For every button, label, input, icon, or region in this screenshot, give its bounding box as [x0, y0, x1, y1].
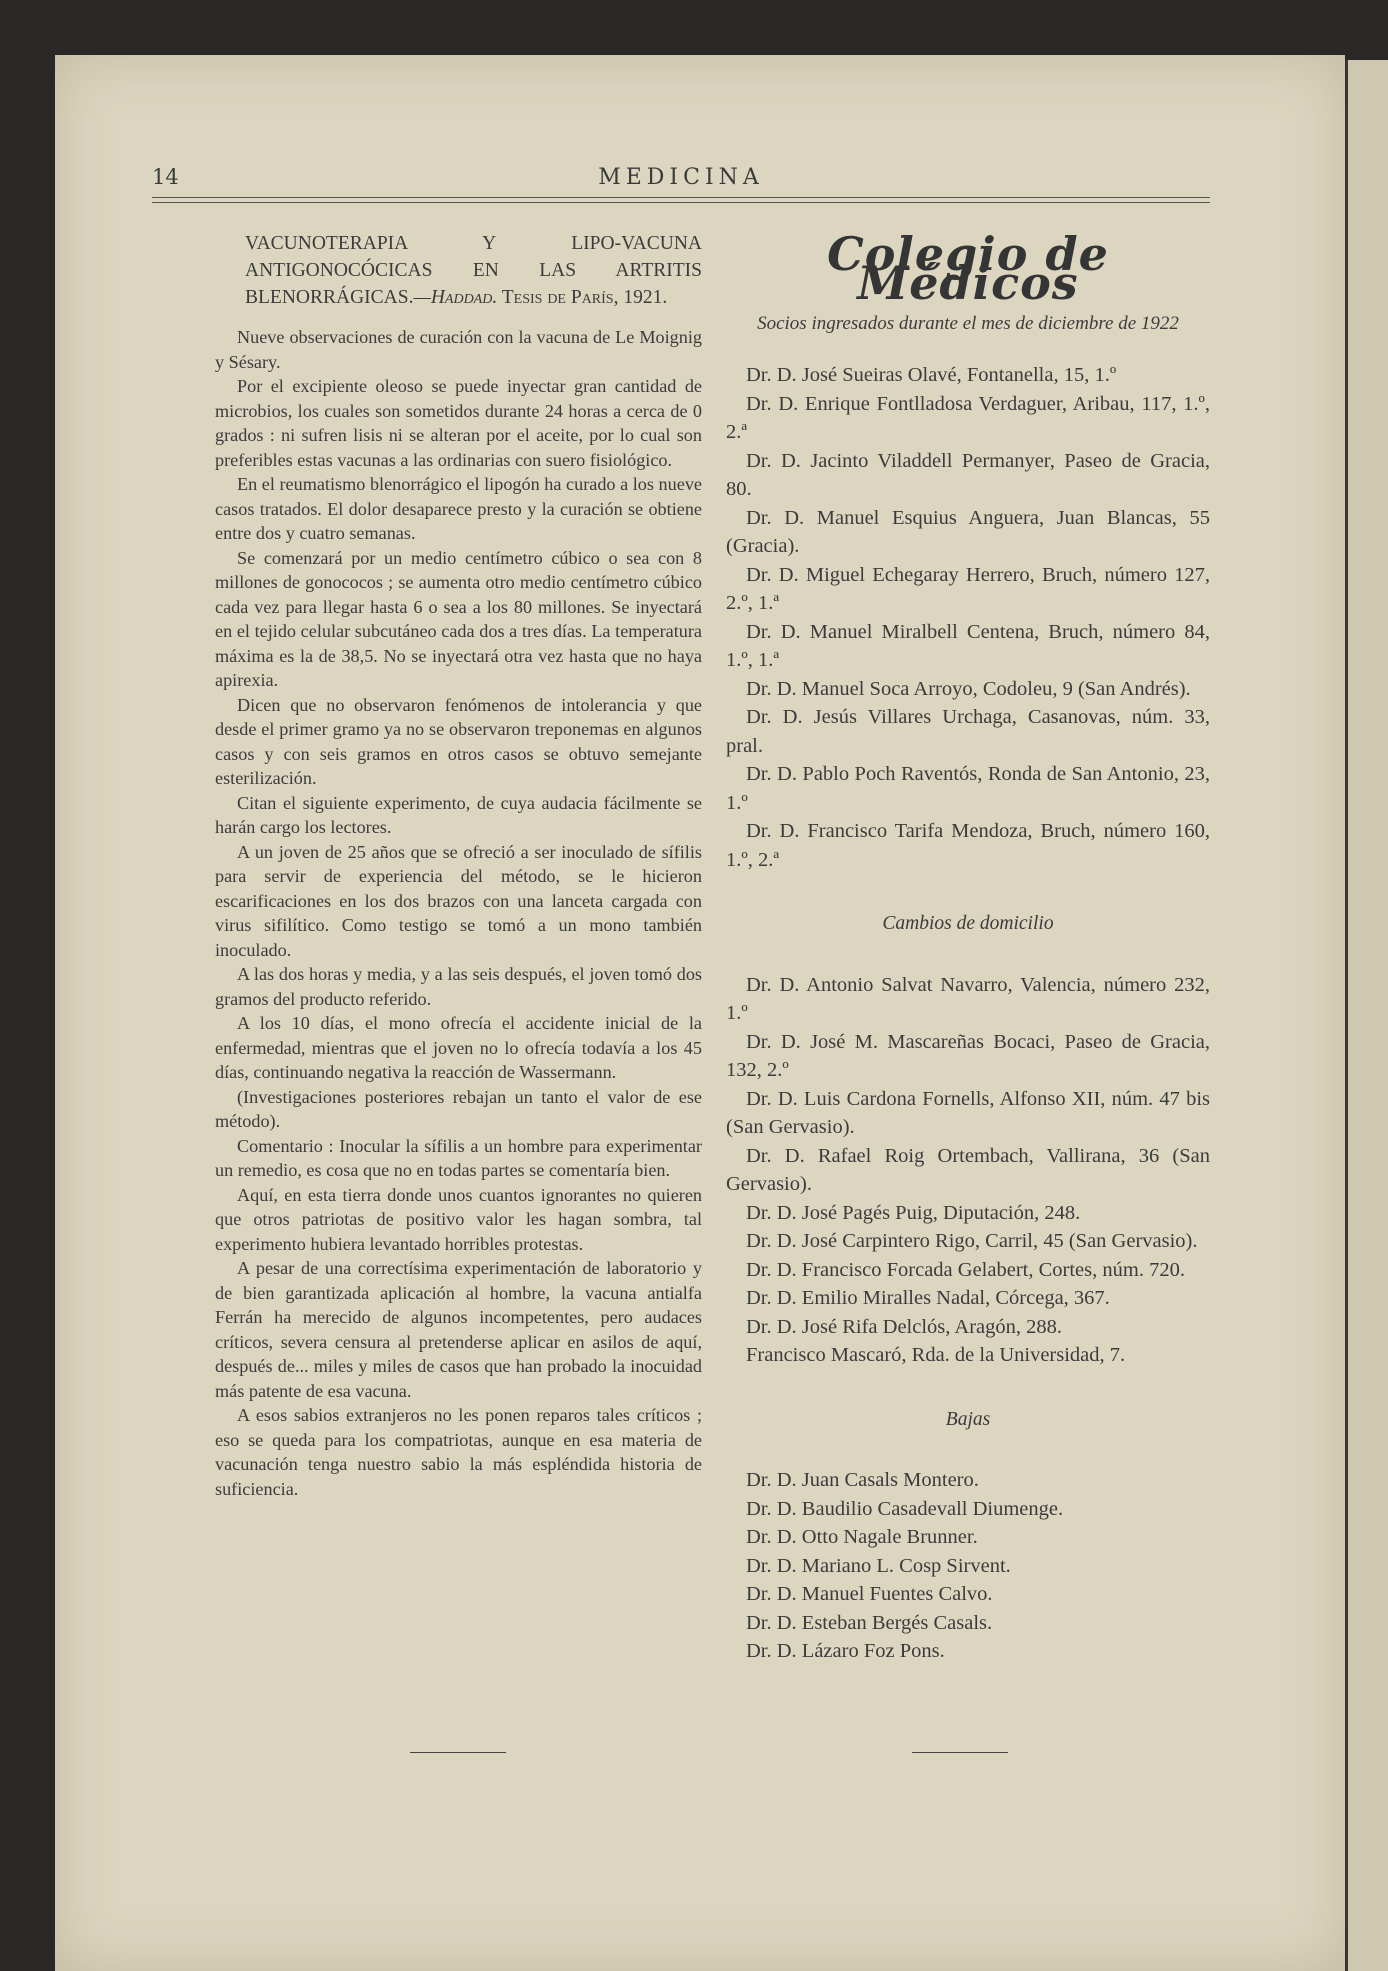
reference-source: Tesis de París, 1921. — [497, 287, 668, 308]
paragraph: (Investigaciones posteriores rebajan un tanto el valor de ese método). — [215, 1086, 702, 1131]
reference-author: —Haddad. — [413, 287, 498, 308]
paragraph: A las dos horas y media, y a las seis después, el joven tomó dos gramos del producto referido. — [215, 964, 702, 1009]
paragraph: Aquí, en esta tierra donde unos cuantos ignorantes no quieren que otros patriotas de positivo valor les hagan sombra, tal experimento hubiera levantado horribles protestas. — [215, 1184, 702, 1254]
paragraph: Dicen que no observaron fenómenos de intolerancia y que desde el primer gramo ya no se observaron treponemas en algunos casos y con seis gramos en otros casos se obtuvo semejante esterilización. — [215, 694, 702, 788]
address-change-entry: Dr. D. José Pagés Puig, Diputación, 248. — [746, 1201, 1081, 1224]
page-number: 14 — [152, 165, 179, 189]
address-change-entry: Dr. D. José Carpintero Rigo, Carril, 45 (San Gervasio). — [746, 1230, 1198, 1252]
paragraph: A esos sabios extranjeros no les ponen reparos tales críticos ; eso se queda para los compatriotas, aunque en esa materia de vacunación tenga nuestro sabio la más espléndida historia de suficiencia. — [215, 1405, 702, 1499]
resignation-entry: Dr. D. Lázaro Foz Pons. — [746, 1640, 945, 1662]
member-entry: Dr. D. Manuel Miralbell Centena, Bruch, número 84, 1.º, 1.ª — [726, 620, 1210, 671]
reference-heading — [215, 230, 702, 311]
paragraph: A pesar de una correctísima experimentación de laboratorio y de bien garantizada aplicación al hombre, la vacuna antialfa Ferrán ha merecido de algunos incompetentes, pero audaces críticos, severa censura al pretenderse aplicar en asilos de aquí, después de... miles y miles de casos que han probado la inocuidad más patente de esa vacuna. — [215, 1258, 702, 1401]
address-change-entry: Dr. D. José M. Mascareñas Bocaci, Paseo de Gracia, 132, 2.º — [726, 1030, 1210, 1081]
left-column — [215, 230, 702, 1501]
member-entry: Dr. D. Jesús Villares Urchaga, Casanovas, núm. 33, pral. — [726, 706, 1210, 757]
running-title: MEDICINA — [598, 165, 764, 190]
address-change-entry: Dr. D. José Rifa Delclós, Aragón, 288. — [746, 1315, 1062, 1338]
address-change-entry: Francisco Mascaró, Rda. de la Universidad, 7. — [746, 1344, 1126, 1366]
next-page-edge — [1345, 60, 1388, 1971]
address-change-entry: Dr. D. Francisco Forcada Gelabert, Cortes, núm. 720. — [746, 1258, 1185, 1281]
member-entry: Dr. D. Jacinto Viladdell Permanyer, Paseo de Gracia, 80. — [726, 449, 1210, 500]
paragraph: Se comenzará por un medio centímetro cúbico o sea con 8 millones de gonococos ; se aumenta otro medio centímetro cúbico cada vez para llegar hasta 6 o sea a los 80 millones. Se inyectará en el tejido celular subcutáneo cada dos a tres días. La temperatura máxima es la de 38,5. No se inyectará otra vez hasta que no haya apirexia. — [215, 547, 702, 690]
page-header — [152, 165, 1210, 195]
bajas-heading: Bajas — [945, 1408, 991, 1430]
resignation-entry: Dr. D. Juan Casals Montero. — [746, 1469, 979, 1491]
address-change-entry: Dr. D. Rafael Roig Ortembach, Vallirana, 36 (San Gervasio). — [726, 1144, 1210, 1195]
cambios-heading: Cambios de domicilio — [882, 913, 1054, 934]
right-column — [726, 227, 1210, 1666]
paragraph: Por el excipiente oleoso se puede inyectar gran cantidad de microbios, los cuales son sometidos durante 24 horas a cerca de 0 grados : ni sufren lisis ni se alteran por el aceite, por lo cual son preferibles estas vacunas a las ordinarias con suero fisiológico. — [215, 376, 702, 470]
member-entry: Dr. D. Pablo Poch Raventós, Ronda de San Antonio, 23, 1.º — [726, 763, 1210, 814]
members-subtitle: Socios ingresados durante el mes de diciembre de 1922 — [757, 313, 1179, 334]
resignation-entry: Dr. D. Mariano L. Cosp Sirvent. — [746, 1554, 1011, 1577]
member-entry: Dr. D. José Sueiras Olavé, Fontanella, 15, 1.º — [746, 364, 1117, 386]
header-rule — [152, 197, 1210, 203]
address-change-entry: Dr. D. Antonio Salvat Navarro, Valencia, número 232, 1.º — [726, 973, 1210, 1024]
paragraph: A los 10 días, el mono ofrecía el accidente inicial de la enfermedad, mientras que el joven no lo ofrecía todavía a los 45 días, continuando negativa la reacción de Wassermann. — [215, 1013, 702, 1082]
member-entry: Dr. D. Manuel Soca Arroyo, Codoleu, 9 (San Andrés). — [746, 677, 1191, 700]
paragraph: En el reumatismo blenorrágico el lipogón ha curado a los nueve casos tratados. El dolor desaparece presto y la curación se obtiene entre dos y cuatro semanas. — [215, 474, 702, 543]
member-entry: Dr. D. Francisco Tarifa Mendoza, Bruch, número 160, 1.º, 2.ª — [726, 820, 1210, 871]
paragraph: Citan el siguiente experimento, de cuya audacia fácilmente se harán cargo los lectores. — [215, 792, 702, 837]
left-column-end-rule — [410, 1752, 506, 1753]
resignation-entry: Dr. D. Esteban Bergés Casals. — [746, 1611, 993, 1634]
paragraph: Nueve observaciones de curación con la vacuna de Le Moignig y Sésary. — [215, 327, 702, 372]
address-change-entry: Dr. D. Emilio Miralles Nadal, Córcega, 367. — [746, 1287, 1110, 1309]
paragraph: Comentario : Inocular la sífilis a un hombre para experimentar un remedio, es cosa que no en todas partes se comentaría bien. — [215, 1135, 702, 1180]
reference-title: VACUNOTERAPIA Y LIPO-VACUNA ANTIGONOCÓCICAS EN LAS ARTRITIS BLENORRÁGICAS. — [245, 233, 702, 308]
resignation-entry: Dr. D. Otto Nagale Brunner. — [746, 1526, 978, 1548]
member-entry: Dr. D. Enrique Fontlladosa Verdaguer, Aribau, 117, 1.º, 2.ª — [726, 392, 1210, 443]
section-title-colegio: Colegio de Médicos — [827, 227, 1109, 310]
member-entry: Dr. D. Miguel Echegaray Herrero, Bruch, número 127, 2.º, 1.ª — [726, 563, 1210, 614]
resignation-entry: Dr. D. Baudilio Casadevall Diumenge. — [746, 1497, 1064, 1520]
resignation-entry: Dr. D. Manuel Fuentes Calvo. — [746, 1583, 993, 1605]
address-change-entry: Dr. D. Luis Cardona Fornells, Alfonso XII, núm. 47 bis (San Gervasio). — [726, 1087, 1210, 1138]
right-column-end-rule — [912, 1752, 1008, 1753]
paragraph: A un joven de 25 años que se ofreció a ser inoculado de sífilis para servir de experiencia del método, se le hicieron escarificaciones en los dos brazos con una lanceta cargada con virus sifilítico. Como testigo se tomó a un mono también inoculado. — [215, 841, 702, 960]
member-entry: Dr. D. Manuel Esquius Anguera, Juan Blancas, 55 (Gracia). — [726, 506, 1210, 557]
